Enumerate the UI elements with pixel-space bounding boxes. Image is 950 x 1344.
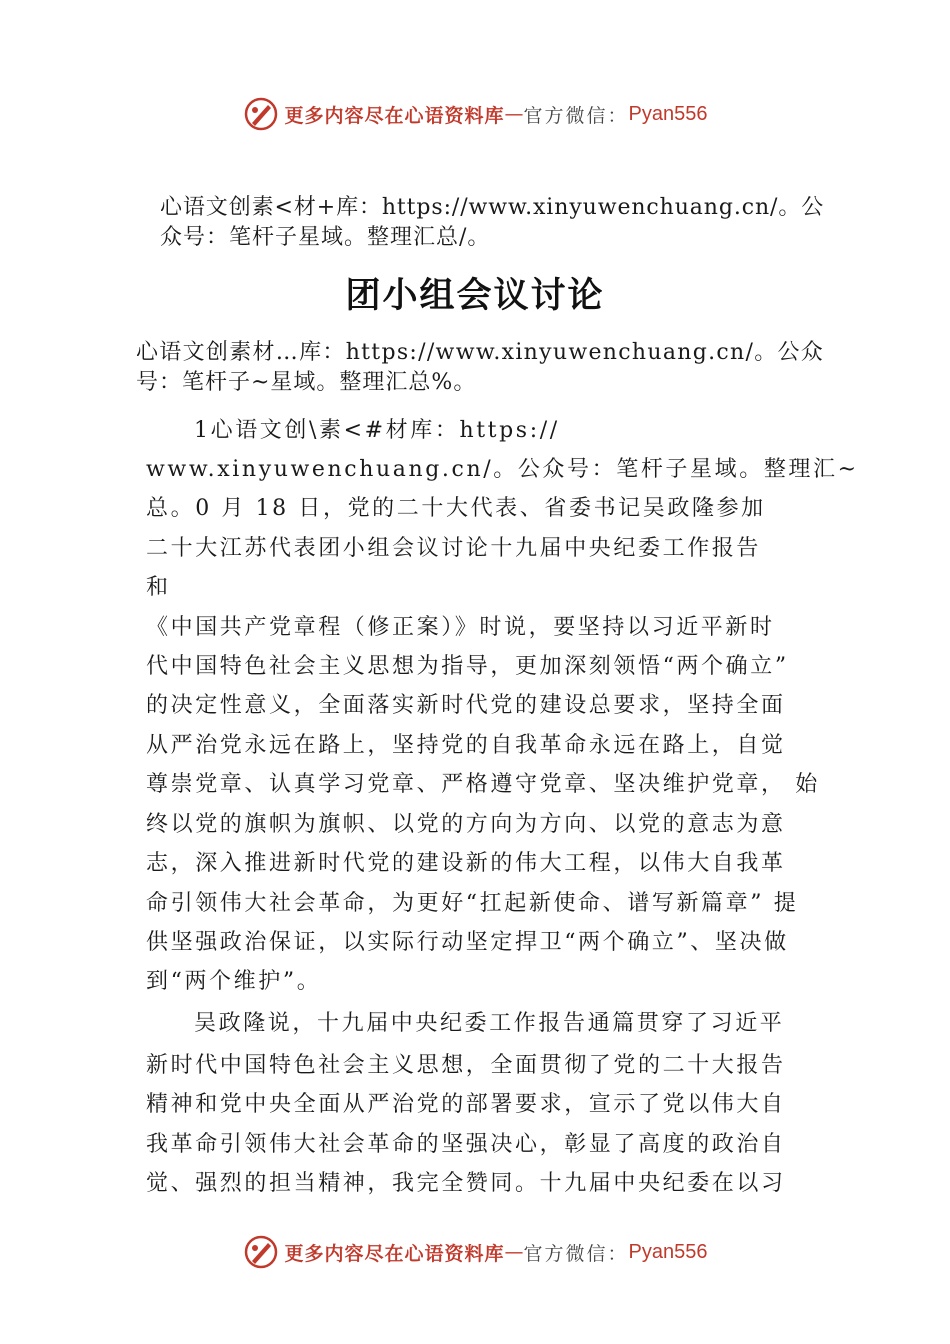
body-line: 从严治党永远在路上，坚持党的自我革命永远在路上，自觉 <box>146 733 786 758</box>
body-line: 志，深入推进新时代党的建设新的伟大工程，以伟大自我革 <box>146 851 786 876</box>
body-line: 尊崇党章、认真学习党章、严格遵守党章、坚决维护党章， 始 <box>146 772 820 797</box>
body-line: 供坚强政治保证，以实际行动坚定捍卫“两个确立”、坚决做 <box>146 930 789 955</box>
body-line: 吴政隆说，十九届中央纪委工作报告通篇贯穿了习近平 <box>194 1011 785 1036</box>
intro2-line2: 号：笔杆子~星域。整理汇总%。 <box>136 370 477 395</box>
intro2-line1: 心语文创素材…库：https://www.xinyuwenchuang.cn/。公众 <box>136 340 825 365</box>
body-line: 觉、强烈的担当精神，我完全赞同。十九届中央纪委在以习 <box>146 1171 786 1196</box>
body-line: www.xinyuwenchuang.cn/。公众号：笔杆子星域。整理汇~ <box>146 457 859 482</box>
body-line: 《中国共产党章程（修正案）》时说，要坚持以习近平新时 <box>146 615 775 640</box>
body-line: 总。0 月 18 日，党的二十大代表、省委书记吴政隆参加 <box>146 496 766 521</box>
header-banner <box>0 94 950 134</box>
body-line: 新时代中国特色社会主义思想，全面贯彻了党的二十大报告 <box>146 1053 786 1078</box>
body-line: 终以党的旗帜为旗帜、以党的方向为方向、以党的意志为意 <box>146 812 786 837</box>
intro1-line1: 心语文创素<材+库：https://www.xinyuwenchuang.cn/。公 <box>160 195 825 220</box>
body-line: 和 <box>146 575 171 600</box>
body-line: 代中国特色社会主义思想为指导，更加深刻领悟“两个确立” <box>146 654 789 679</box>
body-line: 的决定性意义，全面落实新时代党的建设总要求，坚持全面 <box>146 693 786 718</box>
pen-logo-icon <box>243 1234 279 1270</box>
banner-wechat-id: Pyan556 <box>628 102 708 125</box>
pen-logo-icon <box>243 96 279 132</box>
body-line: 我革命引领伟大社会革命的坚强决心，彰显了高度的政治自 <box>146 1132 786 1157</box>
body-line: 命引领伟大社会革命，为更好“扛起新使命、谱写新篇章” 提 <box>146 891 799 916</box>
footer-banner <box>0 1232 950 1272</box>
body-line: 到“两个维护”。 <box>146 969 322 994</box>
banner-label: 官方微信： <box>523 104 629 127</box>
banner-separator: — <box>504 1241 524 1263</box>
banner-main-text: 更多内容尽在心语资料库 <box>284 104 505 127</box>
banner-wechat-id: Pyan556 <box>628 1240 708 1263</box>
body-line: 二十大江苏代表团小组会议讨论十九届中央纪委工作报告 <box>146 536 762 561</box>
body-line: 1心语文创\素<#材库：https:// <box>194 418 560 443</box>
body-line: 精神和党中央全面从严治党的部署要求，宣示了党以伟大自 <box>146 1092 786 1117</box>
banner-label: 官方微信： <box>523 1242 629 1265</box>
page-title: 团小组会议讨论 <box>345 276 605 316</box>
banner-separator: — <box>504 103 524 125</box>
intro1-line2: 众号：笔杆子星域。整理汇总/。 <box>160 225 491 250</box>
banner-main-text: 更多内容尽在心语资料库 <box>284 1242 505 1265</box>
